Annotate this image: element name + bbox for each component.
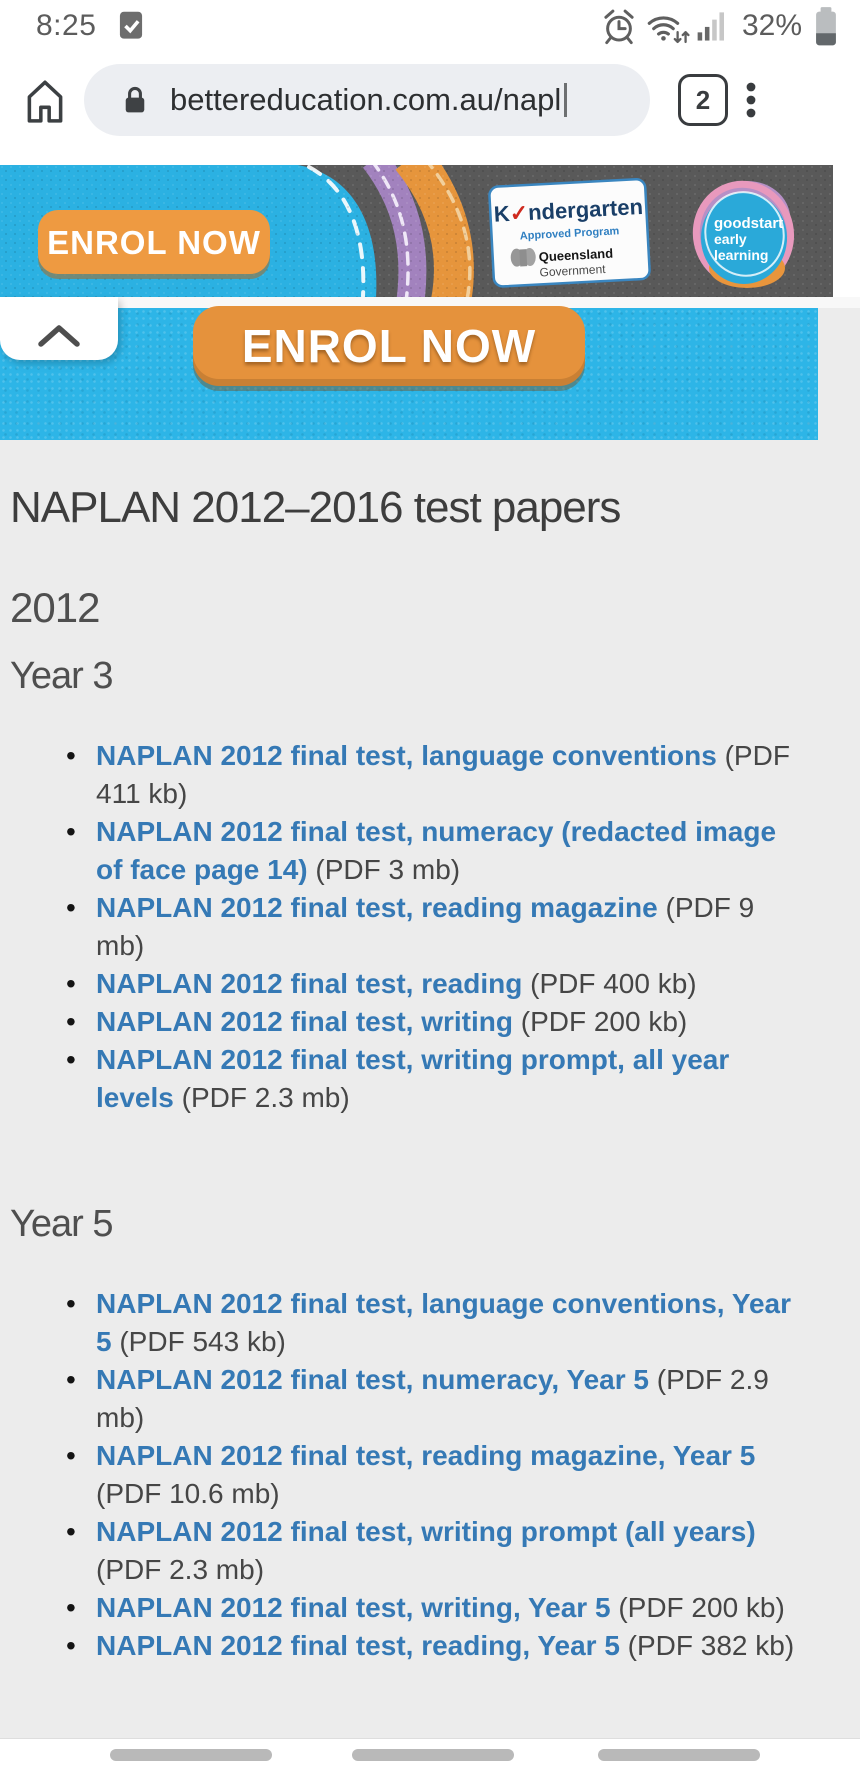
alarm-icon [598, 4, 640, 48]
queensland-label: Queensland [538, 245, 614, 265]
list-item [66, 1285, 824, 1361]
file-size: (PDF 200 kb) [512, 1006, 688, 1037]
page-title: NAPLAN 2012–2016 test papers [10, 483, 621, 532]
pdf-link[interactable]: NAPLAN 2012 final test, reading, Year 5 [96, 1630, 620, 1661]
approved-program-label: Approved Program [519, 225, 620, 243]
pdf-link[interactable]: NAPLAN 2012 final test, language conventions, Year 5 [96, 1288, 792, 1357]
file-size: (PDF 3 mb) [307, 854, 461, 885]
chevron-up-icon [36, 324, 82, 348]
pdf-link[interactable]: NAPLAN 2012 final test, reading magazine [96, 892, 658, 923]
lock-icon [118, 80, 152, 120]
notification-area [112, 6, 150, 46]
file-size: (PDF 10.6 mb) [96, 1478, 280, 1509]
enrol-now-button-large[interactable] [193, 306, 585, 386]
list-item [66, 1361, 824, 1437]
bullet-marker: • [66, 816, 76, 847]
file-size: (PDF 543 kb) [111, 1326, 286, 1357]
bottom-pill [598, 1749, 760, 1761]
list-item [66, 1589, 824, 1627]
bullet-marker: • [66, 1440, 76, 1471]
pdf-link[interactable]: NAPLAN 2012 final test, numeracy, Year 5 [96, 1364, 649, 1395]
pdf-link[interactable]: NAPLAN 2012 final test, writing, Year 5 [96, 1592, 611, 1623]
file-size: (PDF 382 kb) [619, 1630, 795, 1661]
bullet-marker: • [66, 1516, 76, 1547]
enrol-now-large-label: ENROL NOW [241, 320, 537, 372]
file-size: (PDF 200 kb) [610, 1592, 785, 1623]
wifi-transfer-icon [644, 4, 690, 48]
bullet-marker: • [66, 1630, 76, 1661]
government-label: Government [539, 262, 606, 280]
goodstart-line2: early [714, 231, 747, 247]
file-size: (PDF 400 kb) [522, 968, 697, 999]
list-item [66, 1437, 824, 1513]
enrol-now-label: ENROL NOW [47, 224, 261, 261]
bullet-marker: • [66, 740, 76, 771]
list-item [66, 1003, 824, 1041]
pdf-link[interactable]: NAPLAN 2012 final test, writing prompt, all year levels [96, 1044, 730, 1113]
bullet-marker: • [66, 1364, 76, 1395]
cell-signal-icon [694, 4, 734, 48]
battery-icon [808, 3, 844, 49]
page-main [0, 440, 860, 1665]
year-3-heading: Year 3 [10, 655, 113, 697]
pdf-link[interactable]: NAPLAN 2012 final test, writing prompt (all years) [96, 1516, 756, 1547]
goodstart-line3: learning [714, 247, 769, 263]
clock-time: 8:25 [36, 9, 97, 42]
tab-switcher-button[interactable] [678, 74, 728, 126]
file-size: (PDF 9 mb) [96, 892, 755, 961]
browser-toolbar [0, 52, 860, 148]
bullet-marker: • [66, 968, 76, 999]
file-size: (PDF 2.9 mb) [96, 1364, 769, 1433]
file-size: (PDF 2.3 mb) [96, 1554, 265, 1585]
list-item [66, 965, 824, 1003]
url-bar[interactable] [84, 64, 650, 136]
bottom-pill [110, 1749, 272, 1761]
bullet-marker: • [66, 1006, 76, 1037]
battery-percent: 32% [741, 9, 802, 42]
year-3-list [10, 737, 824, 1117]
list-item [66, 1627, 824, 1665]
ad-banner-top[interactable] [0, 165, 833, 298]
list-item [66, 1513, 824, 1589]
ad-collapse-tab[interactable] [0, 297, 118, 360]
list-item [66, 813, 824, 889]
status-icons [598, 3, 844, 49]
bottom-pill [352, 1749, 514, 1761]
bottom-bar [0, 1738, 860, 1768]
tab-count: 2 [695, 84, 711, 115]
qld-coat-of-arms [510, 248, 536, 267]
checkbox-notification-icon [112, 6, 150, 46]
pdf-link[interactable]: NAPLAN 2012 final test, reading [96, 968, 523, 999]
url-truncation-mark [564, 83, 567, 117]
kindergarten-title: K✓ndergarten [493, 193, 644, 227]
pdf-link[interactable]: NAPLAN 2012 final test, writing [96, 1006, 513, 1037]
url-text: bettereducation.com.au/napl [170, 82, 562, 117]
bullet-marker: • [66, 1288, 76, 1319]
pdf-link[interactable]: NAPLAN 2012 final test, reading magazine, Year 5 [96, 1440, 756, 1471]
list-item [66, 737, 824, 813]
bullet-marker: • [66, 892, 76, 923]
pdf-link[interactable]: NAPLAN 2012 final test, language conventions [96, 740, 717, 771]
kebab-menu-icon[interactable] [728, 76, 774, 124]
year-2012-heading: 2012 [10, 584, 100, 631]
file-size: (PDF 2.3 mb) [173, 1082, 350, 1113]
goodstart-line1: goodstart [714, 215, 784, 232]
list-item [66, 889, 824, 965]
kindergarten-card [489, 179, 650, 287]
status-bar [0, 0, 860, 52]
year-5-heading: Year 5 [10, 1203, 113, 1245]
list-item [66, 1041, 824, 1117]
home-icon[interactable] [20, 75, 70, 125]
bullet-marker: • [66, 1044, 76, 1075]
file-size: (PDF 411 kb) [96, 740, 790, 809]
year-5-list [10, 1285, 824, 1665]
pdf-link[interactable]: NAPLAN 2012 final test, numeracy (redacted image of face page 14) [96, 816, 777, 885]
bullet-marker: • [66, 1592, 76, 1623]
